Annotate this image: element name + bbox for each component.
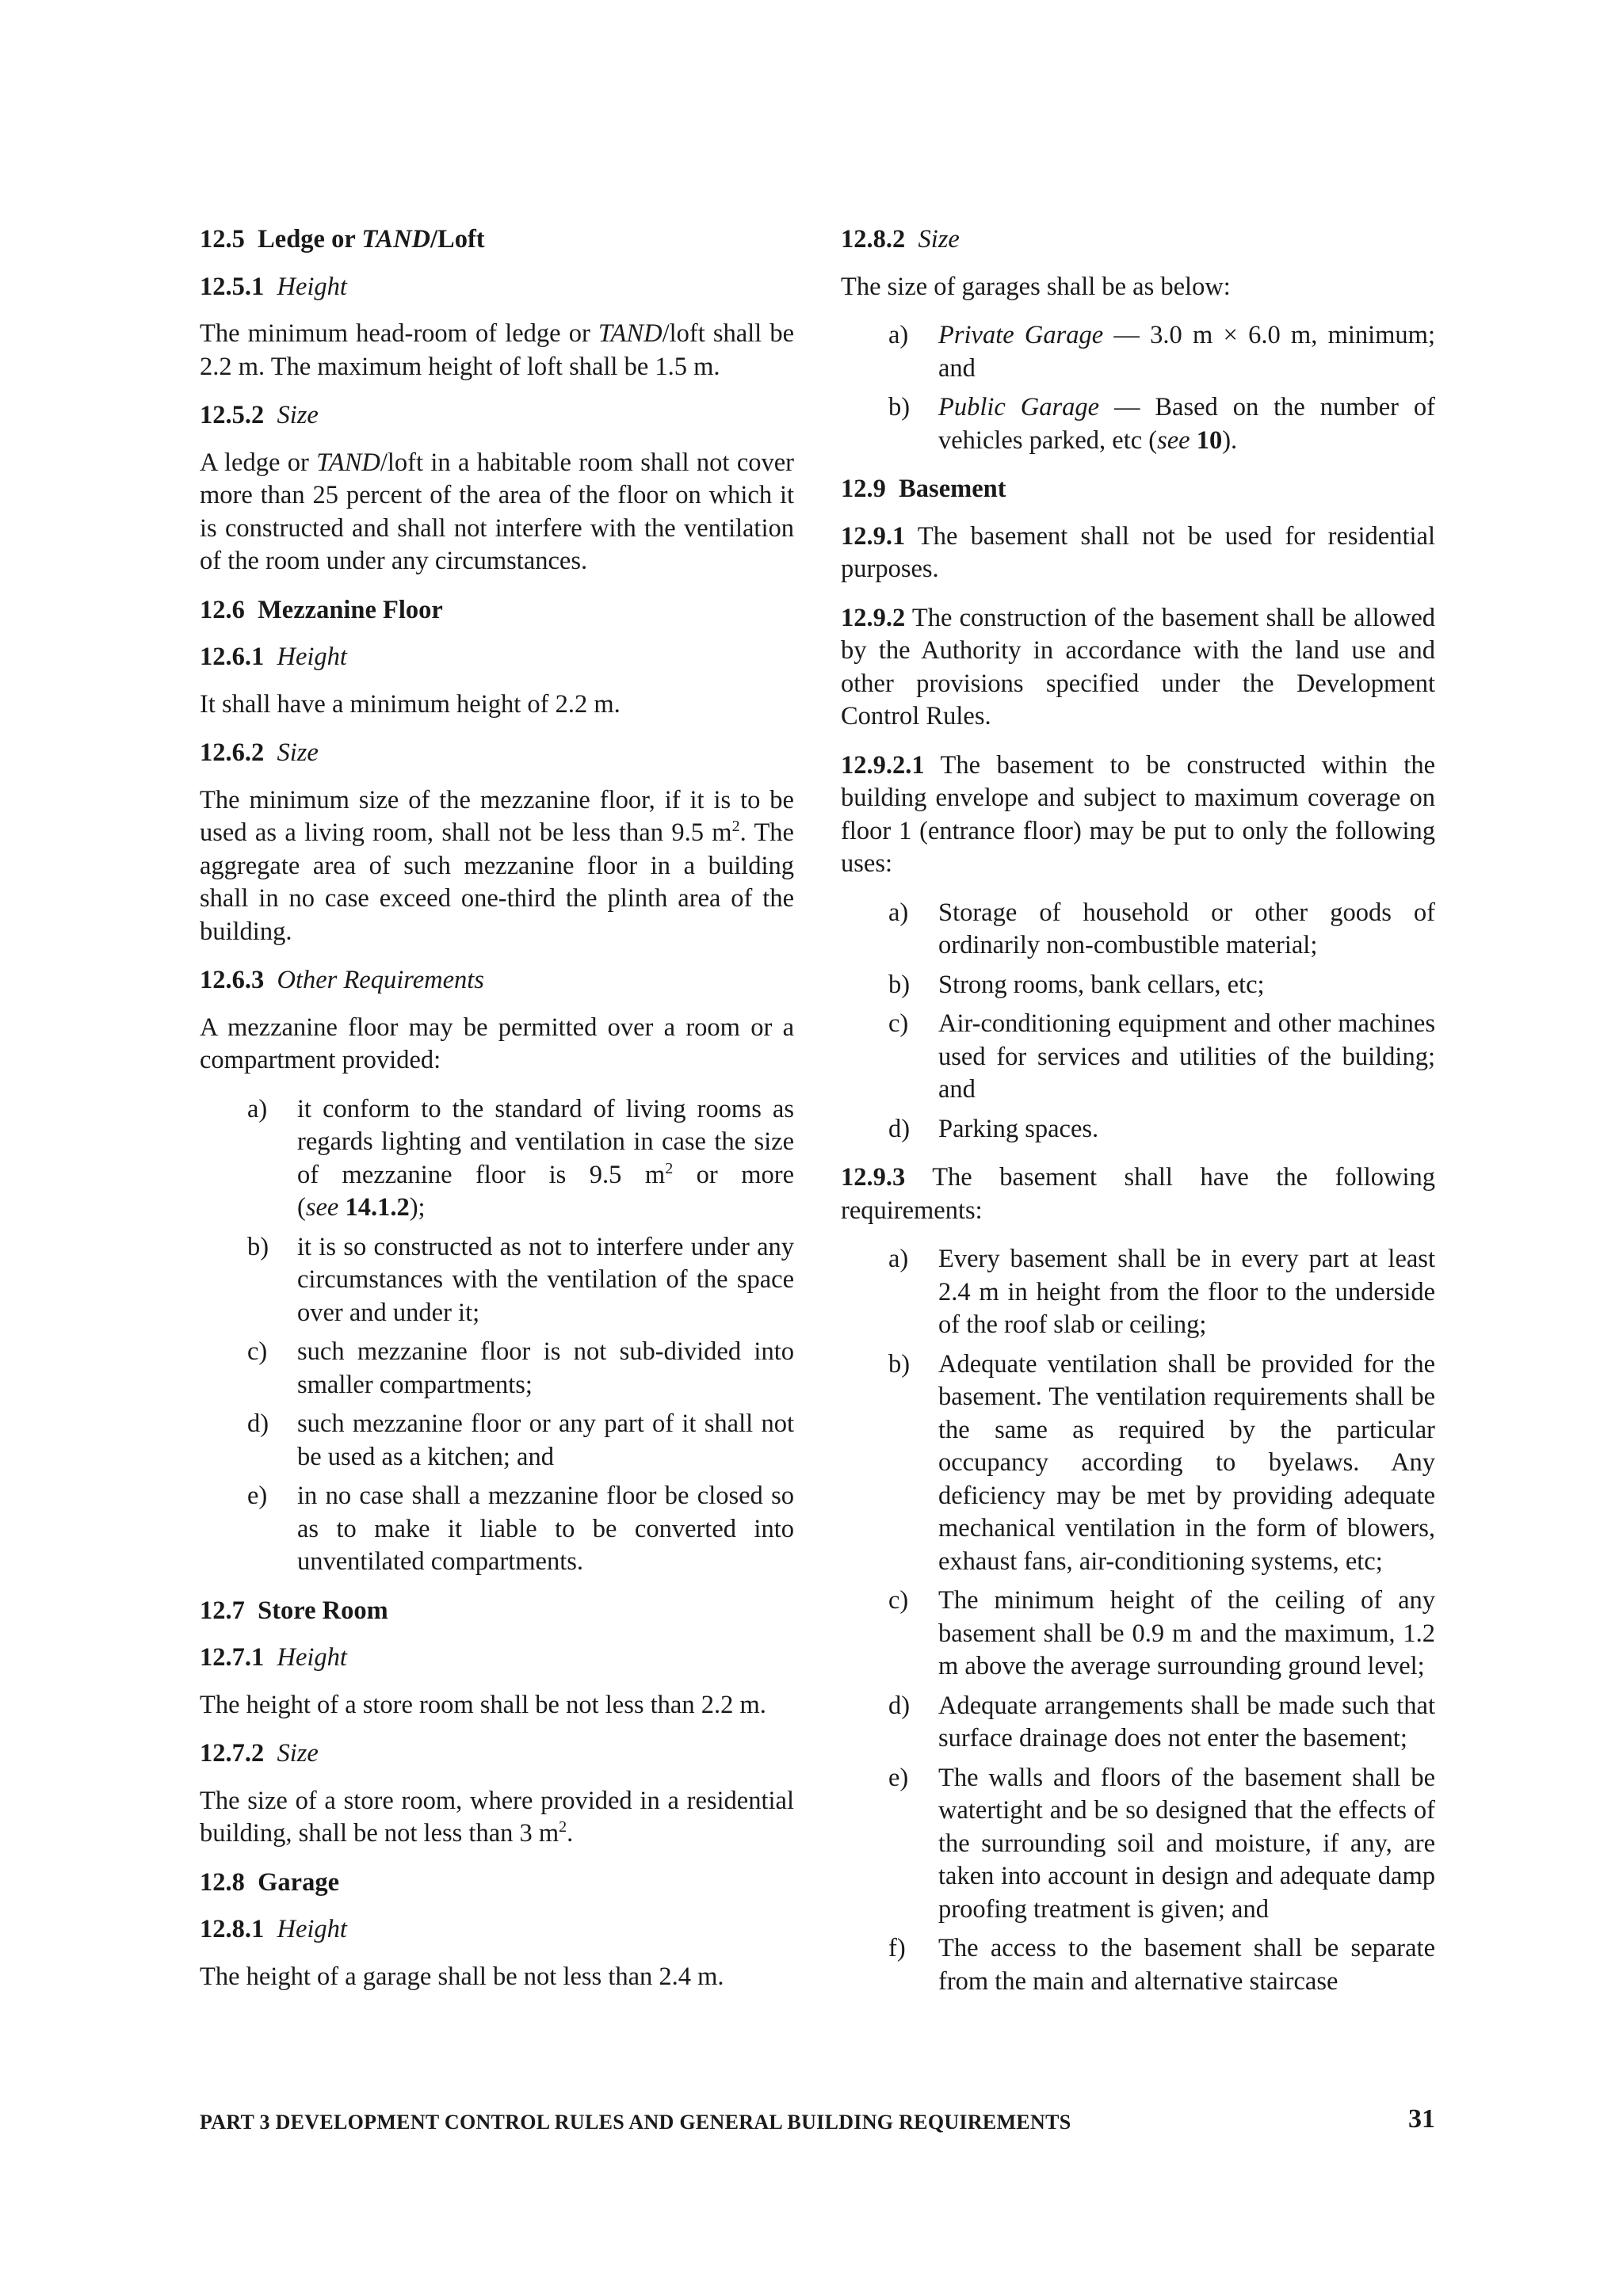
list-label: d) (247, 1409, 269, 1438)
list-item (841, 897, 1435, 963)
text: The minimum size of the mezzanine floor, if it is to be used as a living room, shall not be less than 9.5 m (200, 785, 794, 847)
text: . The aggregate area of such mezzanine floor in a building shall in no case exceed one-third the plinth area of the building. (200, 818, 794, 946)
section-number: 12.9 (841, 475, 886, 503)
section-title: Size (918, 225, 960, 254)
paragraph-12-9-3 (841, 1161, 1435, 1227)
heading-12-6 (200, 594, 794, 627)
section-title: Other Requirements (277, 966, 484, 994)
list-label: a) (247, 1094, 268, 1123)
text: Parking spaces. (938, 1114, 1099, 1143)
heading-12-7 (200, 1595, 794, 1628)
paragraph-12-5-2 (200, 447, 794, 578)
text: — 3.0 m × 6.0 m, minimum; and (938, 321, 1435, 383)
list-label: d) (888, 1114, 911, 1143)
list-item (200, 1231, 794, 1330)
text: The size of a store room, where provided in a residential building, shall be not less than 3 m (200, 1786, 794, 1848)
text: Adequate arrangements shall be made such that surface drainage does not enter the basement; (938, 1691, 1435, 1753)
section-number: 12.5.1 (200, 272, 265, 301)
list-label: a) (888, 898, 909, 927)
list-label: b) (247, 1232, 269, 1261)
text: Air-conditioning equipment and other machines used for services and utilities of the building; and (938, 1009, 1435, 1104)
paragraph-12-8-2: The size of garages shall be as below: (841, 272, 1231, 301)
text-italic: TAND (598, 319, 663, 348)
text: Adequate ventilation shall be provided for the basement. The ventilation requirements shall be the same as required by the particular occupancy according to byelaws. Any deficiency may be met by providing adequate mechanical ventilation in the form of blowers, exhaust fans, air-conditioning systems, etc; (938, 1349, 1435, 1576)
section-title: Garage (258, 1867, 340, 1897)
list-label: a) (888, 1245, 909, 1273)
text-italic: Private Garage (938, 321, 1104, 349)
list-label: b) (888, 393, 911, 421)
list-item (841, 391, 1435, 457)
heading-12-6-1 (200, 641, 794, 674)
list-label: c) (888, 1009, 909, 1038)
list-item (841, 1932, 1435, 1998)
paragraph-12-5-1 (200, 318, 794, 383)
list-item (841, 969, 1435, 1002)
section-title: Height (277, 1643, 347, 1672)
heading-12-5 (200, 223, 794, 257)
section-title: Ledge or (258, 225, 362, 254)
superscript: 2 (665, 1159, 674, 1177)
text: /loft in a habitable room shall not cover more than 25 percent of the area of the floor on which it is constructed and shall not interfere with the ventilation of the room under any circumstances. (200, 448, 794, 575)
heading-12-7-1 (200, 1642, 794, 1675)
text: /loft shall be 2.2 m. The maximum height of loft shall be 1.5 m. (200, 319, 794, 381)
list-12-9-3 (841, 1243, 1435, 1998)
heading-12-7-2 (200, 1737, 794, 1771)
list-item (841, 1113, 1435, 1146)
paragraph-12-6-2 (200, 784, 794, 949)
text: The basement to be constructed within the building envelope and subject to maximum coverage on floor 1 (entrance floor) may be put to only the following uses: (841, 750, 1435, 878)
section-title: Size (277, 738, 319, 767)
text: such mezzanine floor is not sub-divided into smaller compartments; (297, 1337, 794, 1399)
section-title: Size (277, 1739, 319, 1768)
section-number: 12.6.1 (200, 643, 265, 671)
text: A ledge or (200, 448, 317, 477)
list-label: d) (888, 1691, 911, 1720)
list-label: f) (888, 1934, 906, 1962)
heading-12-8 (200, 1867, 794, 1900)
list-12-6-3 (200, 1093, 794, 1579)
right-column (841, 223, 1435, 2004)
section-title-italic: TAND (361, 225, 431, 254)
text: — Based on the number of vehicles parked, etc ( (938, 393, 1435, 455)
list-label: c) (247, 1337, 268, 1366)
list-label: e) (247, 1482, 268, 1510)
section-title: Height (277, 643, 347, 671)
section-number: 12.7.1 (200, 1643, 265, 1672)
text-italic: see (305, 1193, 339, 1222)
heading-12-5-2 (200, 399, 794, 433)
text: Storage of household or other goods of ordinarily non-combustible material; (938, 898, 1435, 959)
superscript: 2 (731, 818, 740, 836)
superscript: 2 (559, 1818, 567, 1836)
cross-reference: 14.1.2 (345, 1193, 410, 1222)
section-number: 12.6 (200, 595, 245, 624)
section-number: 12.9.2.1 (841, 750, 925, 780)
list-item (841, 1348, 1435, 1579)
text: ); (409, 1193, 426, 1222)
section-title: Height (277, 272, 347, 301)
section-number: 12.5.2 (200, 401, 265, 429)
paragraph-12-6-3: A mezzanine floor may be permitted over a room or a compartment provided: (200, 1013, 794, 1074)
text-italic: TAND (316, 448, 380, 477)
section-number: 12.9.1 (841, 521, 906, 551)
text: Every basement shall be in every part at least 2.4 m in height from the floor to the underside of the roof slab or ceiling; (938, 1245, 1435, 1339)
page-number: 31 (1408, 2104, 1435, 2134)
section-number: 12.6.2 (200, 738, 265, 767)
heading-12-5-1 (200, 271, 794, 304)
list-item (200, 1336, 794, 1402)
paragraph-12-6-1: It shall have a minimum height of 2.2 m. (200, 689, 621, 719)
footer-title: PART 3 DEVELOPMENT CONTROL RULES AND GENERAL BUILDING REQUIREMENTS (200, 2111, 1071, 2134)
list-12-9-2-1 (841, 897, 1435, 1146)
paragraph-12-8-1: The height of a garage shall be not less than 2.4 m. (200, 1962, 724, 1991)
list-label: a) (888, 321, 909, 349)
left-column (200, 223, 794, 1993)
list-item (200, 1093, 794, 1225)
cross-reference: 10 (1196, 425, 1223, 455)
list-item (841, 1243, 1435, 1342)
text: such mezzanine floor or any part of it shall not be used as a kitchen; and (297, 1409, 794, 1471)
section-number: 12.5 (200, 225, 245, 254)
section-number: 12.8.2 (841, 225, 906, 254)
section-title: /Loft (430, 225, 485, 254)
text: . (567, 1819, 574, 1848)
text: The basement shall not be used for residential purposes. (841, 521, 1435, 583)
paragraph-12-7-2 (200, 1785, 794, 1851)
text: The minimum height of the ceiling of any basement shall be 0.9 m and the maximum, 1.2 m above the average surrounding ground level; (938, 1586, 1435, 1680)
list-item (841, 319, 1435, 385)
text-italic: see (1157, 425, 1190, 455)
list-label: c) (888, 1586, 909, 1615)
section-title: Size (277, 401, 319, 429)
list-item (841, 1008, 1435, 1107)
text: ). (1222, 425, 1238, 455)
section-title: Basement (899, 475, 1006, 503)
text: The minimum head-room of ledge or (200, 319, 598, 348)
list-item (841, 1690, 1435, 1756)
text: in no case shall a mezzanine floor be closed so as to make it liable to be converted into unventilated compartments. (297, 1482, 794, 1576)
list-label: b) (888, 970, 911, 999)
paragraph-12-9-2 (841, 602, 1435, 734)
section-number: 12.9.3 (841, 1163, 906, 1192)
list-label: b) (888, 1349, 911, 1379)
section-number: 12.8 (200, 1867, 245, 1897)
section-number: 12.9.2 (841, 603, 906, 632)
list-item (200, 1408, 794, 1474)
list-item (841, 1585, 1435, 1684)
list-label: e) (888, 1763, 909, 1792)
section-number: 12.7 (200, 1596, 245, 1625)
heading-12-6-2 (200, 737, 794, 770)
section-title: Height (277, 1915, 347, 1943)
text: The walls and floors of the basement shall be watertight and be so designed that the effects of the surrounding soil and moisture, if any, are taken into account in design and adequate damp proofing treatment is given; and (938, 1763, 1435, 1924)
text: it conform to the standard of living rooms as regards lighting and ventilation in case the size of mezzanine floor is 9.5 m (297, 1094, 794, 1189)
heading-12-9 (841, 473, 1435, 506)
text: Strong rooms, bank cellars, etc; (938, 970, 1265, 999)
text-italic: Public Garage (938, 393, 1100, 421)
paragraph-12-7-1: The height of a store room shall be not less than 2.2 m. (200, 1690, 766, 1719)
paragraph-12-9-2-1 (841, 749, 1435, 881)
text: The access to the basement shall be separate from the main and alternative staircase (938, 1934, 1435, 1996)
section-number: 12.6.3 (200, 966, 265, 994)
heading-12-6-3 (200, 964, 794, 997)
text: it is so constructed as not to interfere under any circumstances with the ventilation of the space over and under it; (297, 1232, 794, 1327)
section-number: 12.8.1 (200, 1915, 265, 1943)
list-item (841, 1762, 1435, 1927)
list-item (200, 1480, 794, 1579)
section-title: Mezzanine Floor (258, 595, 443, 624)
paragraph-12-9-1 (841, 521, 1435, 586)
text: The construction of the basement shall be allowed by the Authority in accordance with the land use and other provisions specified under the Development Control Rules. (841, 603, 1435, 730)
list-12-8-2 (841, 319, 1435, 457)
text: or more ( (297, 1160, 795, 1222)
section-number: 12.7.2 (200, 1739, 265, 1768)
section-title: Store Room (258, 1596, 388, 1625)
text: The basement shall have the following requirements: (841, 1163, 1435, 1225)
heading-12-8-1 (200, 1913, 794, 1947)
heading-12-8-2 (841, 223, 1435, 257)
